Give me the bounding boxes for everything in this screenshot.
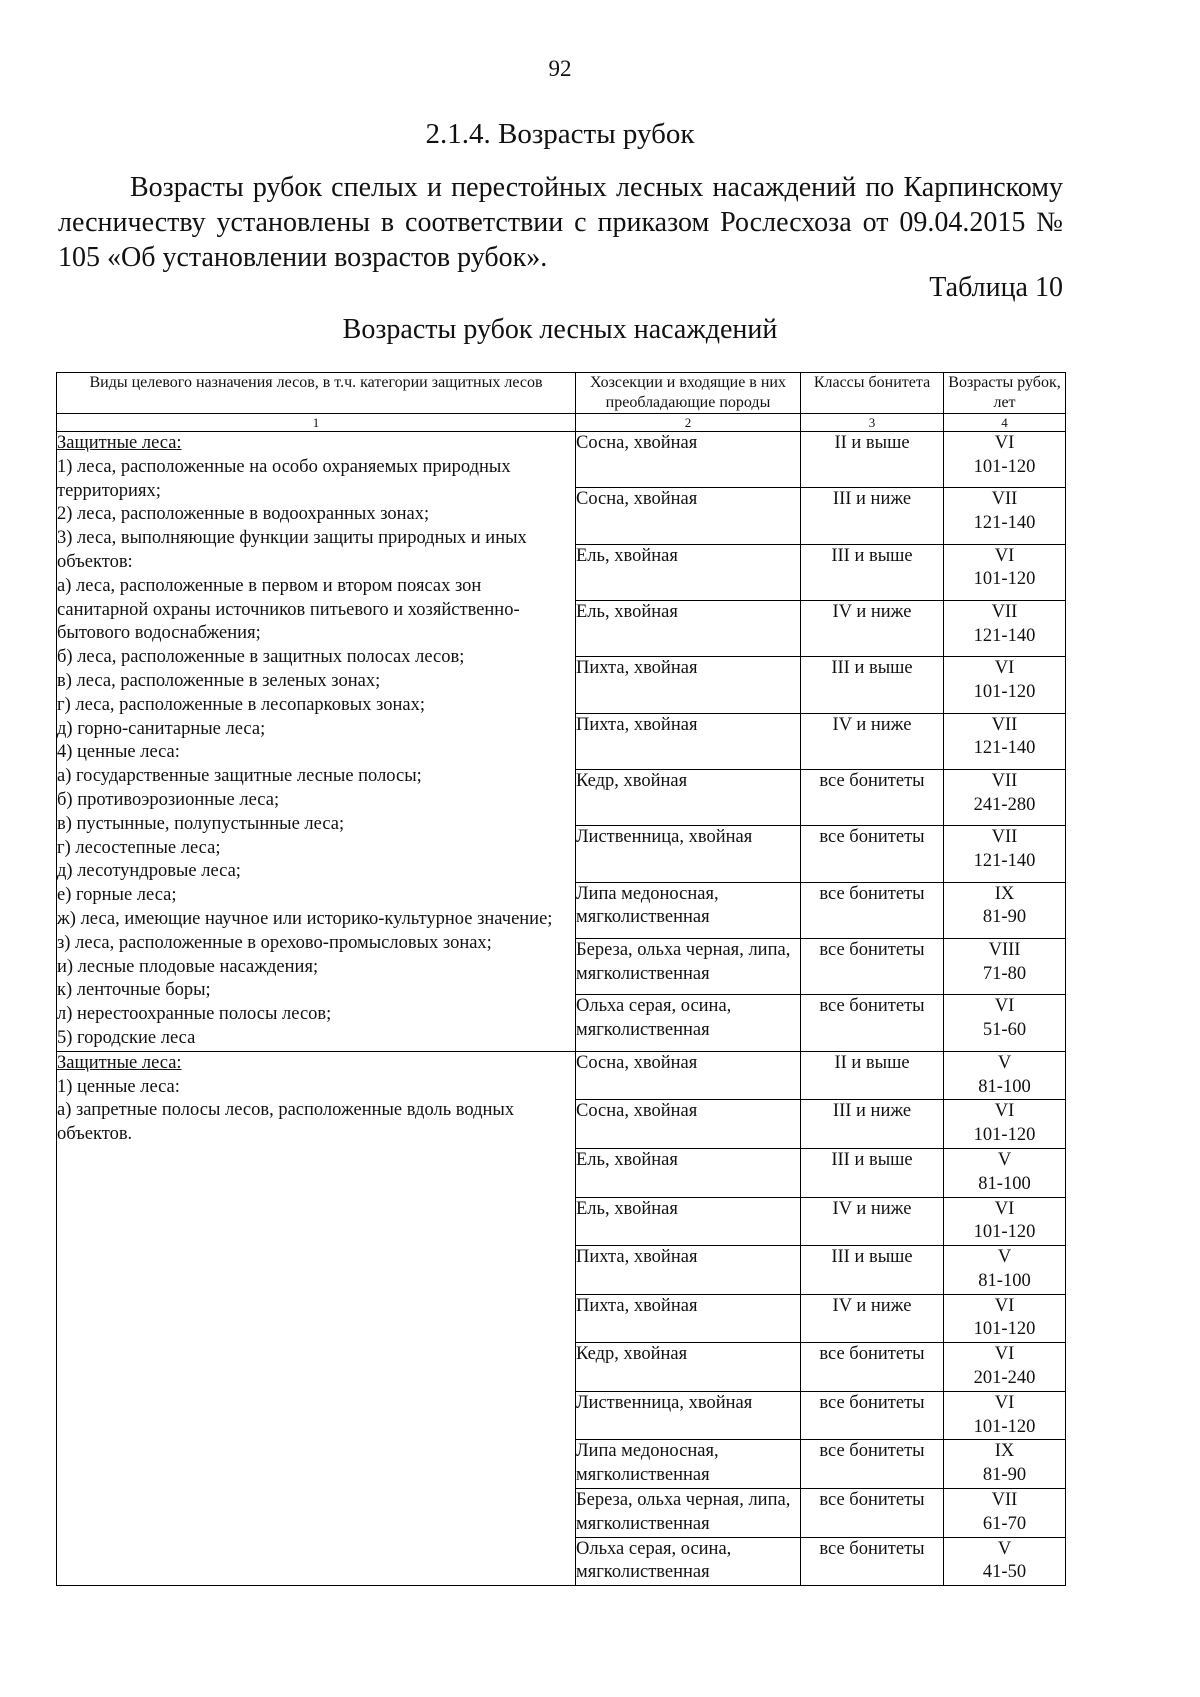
site-class-cell: II и выше [801,1051,944,1100]
cut-age-cell [944,600,1066,656]
section-title: 2.1.4. Возрасты рубок [425,118,695,150]
column-number: 4 [944,414,1066,432]
site-class-cell: все бонитеты [801,1537,944,1586]
purpose-line: д) горно-санитарные леса; [57,718,266,739]
site-class-cell: III и выше [801,544,944,600]
cut-age-cell [944,432,1066,488]
cut-age-cell [944,1391,1066,1440]
site-class-cell: все бонитеты [801,882,944,938]
cut-age-cell [944,1489,1066,1538]
age-range: 121-140 [973,851,1036,872]
site-class-cell: IV и ниже [801,1197,944,1246]
species-cell: Ольха серая, осина, мягколиственная [576,1537,801,1586]
purpose-line: б) леса, расположенные в защитных полосах лесов; [57,647,465,668]
column-header-age: Возрасты рубок, лет [944,373,1066,414]
age-class: V [997,1149,1012,1170]
purpose-line: г) лесостепные леса; [57,837,221,858]
column-header-species: Хозсекции и входящие в них преобладающие породы [576,373,801,414]
age-range: 101-120 [973,1125,1036,1146]
age-range: 101-120 [973,682,1036,703]
species-cell: Сосна, хвойная [576,1051,801,1100]
age-class: V [997,1052,1012,1073]
species-cell: Кедр, хвойная [576,769,801,825]
age-class: VI [994,545,1015,566]
purpose-line: л) нерестоохранные полосы лесов; [57,1004,332,1025]
species-cell: Ель, хвойная [576,1197,801,1246]
age-class: VII [991,770,1018,791]
column-number: 3 [801,414,944,432]
site-class-cell: все бонитеты [801,1440,944,1489]
site-class-cell: IV и ниже [801,600,944,656]
age-range: 81-100 [978,1270,1031,1291]
cut-age-cell [944,544,1066,600]
age-range: 81-100 [978,1173,1031,1194]
column-number: 2 [576,414,801,432]
age-class: V [997,1538,1012,1559]
age-class: VII [991,489,1018,510]
site-class-cell: все бонитеты [801,938,944,994]
site-class-cell: IV и ниже [801,713,944,769]
purpose-line: з) леса, расположенные в орехово-промысловых зонах; [57,932,492,953]
age-class: VII [991,714,1018,735]
site-class-cell: все бонитеты [801,769,944,825]
age-range: 41-50 [982,1562,1027,1583]
purpose-line: в) пустынные, полупустынные леса; [57,813,345,834]
purpose-line: 1) леса, расположенные на особо охраняемых природных территориях; [57,456,511,501]
species-cell: Пихта, хвойная [576,1294,801,1343]
age-range: 101-120 [973,456,1036,477]
column-number-row [57,414,1066,432]
cut-age-cell [944,488,1066,544]
age-class: VI [994,658,1015,679]
age-class: VI [994,1295,1015,1316]
age-range: 101-120 [973,1319,1036,1340]
site-class-cell: все бонитеты [801,826,944,882]
table-row [57,1051,1066,1100]
cut-age-cell [944,1440,1066,1489]
site-class-cell: III и выше [801,657,944,713]
purpose-line: г) леса, расположенные в лесопарковых зонах; [57,694,425,715]
site-class-cell: III и ниже [801,1100,944,1149]
species-cell: Береза, ольха черная, липа, мягколиственная [576,1489,801,1538]
purpose-line: а) запретные полосы лесов, расположенные вдоль водных объектов. [57,1100,515,1145]
cut-age-cell [944,1100,1066,1149]
species-cell: Сосна, хвойная [576,488,801,544]
site-class-cell: IV и ниже [801,1294,944,1343]
age-range: 121-140 [973,625,1036,646]
table-title: Возрасты рубок лесных насаждений [342,314,778,345]
intro-paragraph: Возрасты рубок спелых и перестойных лесных насаждений по Карпинскому лесничеству установлены в соответствии с приказом Рослесхоза от 09.04.2015 № 105 «Об установлении возрастов рубок». [58,172,1063,273]
purpose-line: 4) ценные леса: [57,742,180,763]
site-class-cell: III и выше [801,1148,944,1197]
table-row [57,432,1066,488]
age-class: VI [994,1392,1015,1413]
site-class-cell: II и выше [801,432,944,488]
column-header-class: Классы бонитета [801,373,944,414]
age-class: VI [994,1344,1015,1365]
age-class: VI [994,1101,1015,1122]
purpose-line: б) противоэрозионные леса; [57,789,280,810]
cut-age-cell [944,1051,1066,1100]
purpose-line: д) лесотундровые леса; [57,861,241,882]
age-class: VI [994,1198,1015,1219]
cut-age-cell [944,1197,1066,1246]
age-range: 101-120 [973,569,1036,590]
purpose-cell [57,1051,576,1586]
species-cell: Лиственница, хвойная [576,1391,801,1440]
column-number: 1 [57,414,576,432]
site-class-cell: III и выше [801,1246,944,1295]
age-range: 81-100 [978,1076,1031,1097]
age-range: 81-90 [982,1465,1027,1486]
species-cell: Кедр, хвойная [576,1343,801,1392]
age-class: VI [994,433,1015,453]
column-header-purpose: Виды целевого назначения лесов, в т.ч. категории защитных лесов [57,373,576,414]
age-class: VII [991,827,1018,848]
site-class-cell: все бонитеты [801,1343,944,1392]
species-cell: Сосна, хвойная [576,1100,801,1149]
purpose-line: е) горные леса; [57,885,177,906]
age-class: V [997,1247,1012,1268]
table-header-row [57,373,1066,414]
age-class: VI [994,996,1015,1017]
cut-age-cell [944,1294,1066,1343]
age-class: IX [994,1441,1015,1462]
cut-age-cell [944,938,1066,994]
purpose-line: в) леса, расположенные в зеленых зонах; [57,670,381,691]
cut-age-cell [944,769,1066,825]
age-range: 81-90 [982,907,1027,928]
purpose-line: 5) городские леса [57,1027,196,1048]
species-cell: Липа медоносная, мягколиственная [576,882,801,938]
cut-age-cell [944,826,1066,882]
purpose-cell [57,432,576,1052]
species-cell: Ель, хвойная [576,600,801,656]
age-class: VII [991,601,1018,622]
purpose-line: 1) ценные леса: [57,1076,180,1097]
table-label: Таблица 10 [929,272,1063,303]
page-number: 92 [548,56,572,81]
cut-age-cell [944,1343,1066,1392]
age-range: 61-70 [982,1513,1027,1534]
age-class: VII [991,1490,1018,1511]
species-cell: Ольха серая, осина, мягколиственная [576,995,801,1051]
purpose-line: и) лесные плодовые насаждения; [57,956,319,977]
age-class: VIII [988,939,1021,960]
age-range: 51-60 [982,1020,1027,1041]
species-cell: Береза, ольха черная, липа, мягколиственная [576,938,801,994]
table-body [57,432,1066,1586]
purpose-line: 2) леса, расположенные в водоохранных зонах; [57,504,430,525]
cut-age-cell [944,1537,1066,1586]
species-cell: Ель, хвойная [576,544,801,600]
species-cell: Пихта, хвойная [576,1246,801,1295]
site-class-cell: III и ниже [801,488,944,544]
purpose-line: а) леса, расположенные в первом и втором поясах зон санитарной охраны источников питьевого и хозяйственно-бытового водоснабжения; [57,575,520,644]
species-cell: Пихта, хвойная [576,713,801,769]
species-cell: Сосна, хвойная [576,432,801,488]
species-cell: Лиственница, хвойная [576,826,801,882]
cut-age-cell [944,1246,1066,1295]
cut-age-cell [944,995,1066,1051]
site-class-cell: все бонитеты [801,1391,944,1440]
cut-age-cell [944,657,1066,713]
cut-ages-table [56,372,1066,1586]
age-range: 101-120 [973,1416,1036,1437]
species-cell: Липа медоносная, мягколиственная [576,1440,801,1489]
site-class-cell: все бонитеты [801,1489,944,1538]
cut-age-cell [944,882,1066,938]
site-class-cell: все бонитеты [801,995,944,1051]
cut-age-cell [944,713,1066,769]
cut-age-cell [944,1148,1066,1197]
group-title: Защитные леса: [57,1052,182,1073]
age-range: 241-280 [973,794,1036,815]
species-cell: Ель, хвойная [576,1148,801,1197]
purpose-line: 3) леса, выполняющие функции защиты природных и иных объектов: [57,528,527,572]
purpose-line: к) ленточные боры; [57,980,211,1001]
age-range: 121-140 [973,513,1036,534]
age-range: 101-120 [973,1222,1036,1243]
purpose-line: а) государственные защитные лесные полосы; [57,766,422,787]
age-range: 201-240 [973,1368,1036,1389]
group-title: Защитные леса: [57,433,182,453]
age-range: 71-80 [982,963,1027,984]
species-cell: Пихта, хвойная [576,657,801,713]
age-class: IX [994,883,1015,904]
age-range: 121-140 [973,738,1036,759]
purpose-line: ж) леса, имеющие научное или историко-культурное значение; [57,908,553,929]
